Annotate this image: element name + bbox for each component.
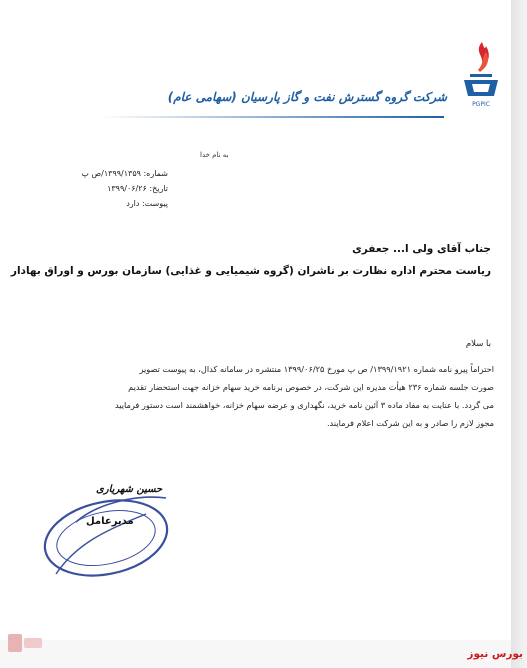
news-source-label: بورس نیوز <box>467 648 523 660</box>
letter-body <box>58 360 494 432</box>
greeting: با سلام <box>465 339 491 349</box>
basmala: به نام خدا <box>200 151 229 159</box>
addressee <box>11 238 491 282</box>
company-logo <box>458 40 504 110</box>
signer-title: مدیرعامل <box>86 516 134 527</box>
letter-meta <box>68 166 168 211</box>
letter-date: تاریخ: ۱۳۹۹/۰۶/۲۶ <box>107 184 168 193</box>
letter-number: شماره: ۱۳۹۹/۱۳۵۹/ص پ <box>81 169 168 178</box>
body-line: احتراماً پیرو نامه شماره ۱۳۹۹/۱۹۲۱/ ص پ مورخ ۱۳۹۹/۰۶/۲۵ منتشره در سامانه کدال، به پیوست تصویر <box>139 364 494 374</box>
body-line: مجوز لازم را صادر و به این شرکت اعلام فرمایند. <box>326 418 494 428</box>
body-line: می گردد. با عنایت به مفاد ماده ۳ آئین نامه خرید، نگهداری و عرضه سهام خزانه، خواهشمند است دستور فرمایید <box>114 400 494 410</box>
header-divider <box>100 116 444 118</box>
addressee-title: ریاست محترم اداره نظارت بر ناشران (گروه شیمیایی و غذایی) سازمان بورس و اوراق بهادار <box>10 265 491 277</box>
news-watermark-logo <box>4 628 48 660</box>
company-name: شرکت گروه گسترش نفت و گاز پارسیان (سهامی عام) <box>167 90 447 104</box>
addressee-name: جناب آقای ولی ا... جعفری <box>352 243 491 255</box>
signer-name: حسین شهریاری <box>96 484 163 495</box>
page-edge <box>511 0 527 668</box>
logo-text: PGPIC <box>472 101 490 108</box>
body-line: صورت جلسه شماره ۲۳۶ هیأت مدیره این شرکت، در خصوص برنامه خرید سهام خزانه جهت استحضار تقدیم <box>128 382 494 392</box>
letter-attachment: پیوست: دارد <box>126 199 168 208</box>
